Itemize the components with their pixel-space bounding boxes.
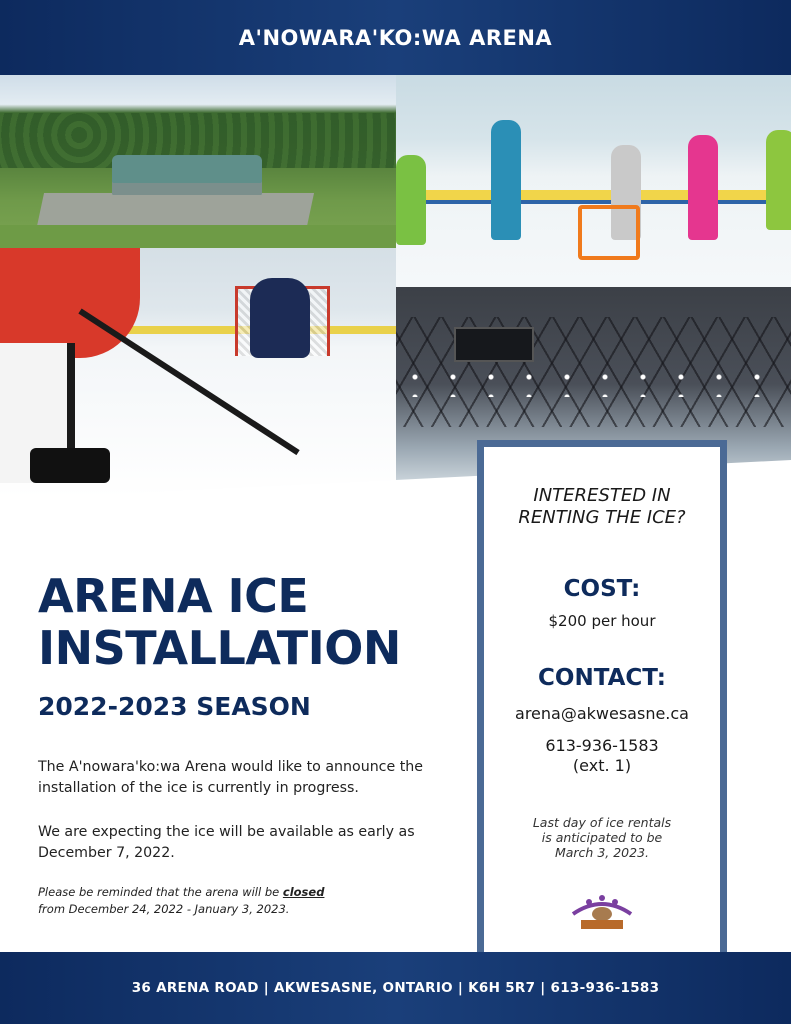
last-day-note [504,815,700,860]
note-line: March 3, 2023. [554,845,650,860]
title-line: INSTALLATION [38,621,401,675]
hockey-goalie-photo [0,248,396,498]
skater-figure [766,130,791,230]
note-line: is anticipated to be [541,830,663,845]
cost-value: $200 per hour [548,612,656,630]
arena-building [112,155,262,195]
contact-email[interactable]: arena@akwesasne.ca [515,704,689,723]
announcement-paragraph: The A'nowara'ko:wa Arena would like to announce the installation of the ice is currently in progress. [38,759,424,796]
season-subtitle: 2022-2023 SEASON [38,692,311,721]
rental-info-panel [477,440,727,960]
player-jersey [0,248,140,358]
hockey-skate [30,448,110,483]
contact-phone [484,736,720,776]
page-title [38,570,458,674]
rental-heading-line: RENTING THE ICE? [518,507,686,528]
council-logo [569,892,635,932]
header-bar [0,0,791,75]
skating-aid-frame [578,205,640,260]
skater-figure [688,135,718,240]
rink-rail [396,200,791,204]
rental-heading [484,485,720,529]
title-line: ARENA ICE [38,569,309,623]
page-header-title: A'NOWARA'KO:WA ARENA [238,25,553,50]
kids-skating-photo [396,75,791,287]
footer-bar [0,952,791,1024]
skater-figure [491,120,521,240]
goalie-figure [250,278,310,358]
phone-number[interactable]: 613-936-1583 [545,736,659,755]
scoreboard [454,327,534,362]
note-line: Last day of ice rentals [532,815,672,830]
footer-address: 36 ARENA ROAD | AKWESASNE, ONTARIO | K6H 5R7 | 613-936-1583 [131,980,660,996]
rink-board [396,190,791,200]
ceiling-lights [396,367,791,397]
phone-extension: (ext. 1) [572,756,632,775]
closure-reminder [38,884,438,918]
rental-heading-line: INTERESTED IN [533,485,671,506]
skater-figure [396,155,426,245]
cost-heading: COST: [563,576,641,602]
reminder-text: Please be reminded that the arena will be [38,885,283,899]
reminder-dates: from December 24, 2022 - January 3, 2023. [38,902,290,916]
contact-heading: CONTACT: [538,665,666,691]
closed-word: closed [282,885,325,899]
availability-paragraph: We are expecting the ice will be available as early as December 7, 2022. [38,824,415,861]
